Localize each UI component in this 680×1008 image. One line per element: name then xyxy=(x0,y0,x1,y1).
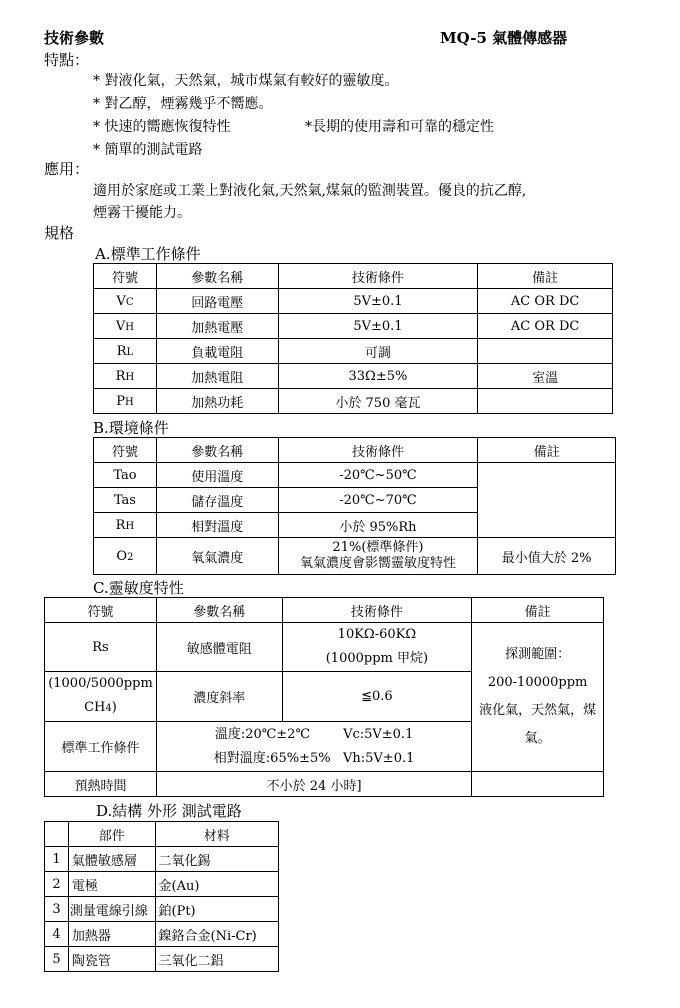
symbol-cell: O2 xyxy=(94,538,157,575)
symbol-cell: VH xyxy=(94,314,157,339)
feature-item: * 對乙醇，煙霧幾乎不嚮應。 xyxy=(93,96,273,112)
table-row xyxy=(94,463,616,488)
row-number: 3 xyxy=(45,897,69,922)
param-cell: 儲存溫度 xyxy=(156,488,278,513)
condition-cell: 10KΩ-60KΩ (1000ppm 甲烷) xyxy=(282,623,472,672)
symbol-cell: VC xyxy=(94,289,157,314)
param-cell: 使用溫度 xyxy=(156,463,278,488)
section-title: 技術參數 xyxy=(44,29,105,47)
col-header: 符號 xyxy=(94,438,157,463)
condition-cell: 5V±0.1 xyxy=(278,289,478,314)
note-cell xyxy=(478,463,616,538)
material-cell: 金(Au) xyxy=(155,872,279,897)
col-header: 部件 xyxy=(68,822,155,847)
table-row xyxy=(94,538,616,575)
note-cell xyxy=(478,339,613,364)
condition-cell: 不小於 24 小時] xyxy=(156,772,471,797)
symbol-cell: Rs xyxy=(45,623,157,672)
symbol-cell: 預熱時間 xyxy=(45,772,157,797)
col-header: 技術條件 xyxy=(278,264,478,289)
table-a-title: A.標準工作條件 xyxy=(95,245,201,263)
sensor-title: MQ-5 氣體傳感器 xyxy=(440,29,568,47)
col-header: 備註 xyxy=(478,438,616,463)
table-header xyxy=(45,822,279,847)
condition-cell: ≦0.6 xyxy=(282,672,472,722)
feature-item: *長期的使用壽和可靠的穩定性 xyxy=(305,119,494,135)
material-cell: 鉑(Pt) xyxy=(155,897,279,922)
param-cell: 敏感體電阻 xyxy=(156,623,282,672)
row-number: 5 xyxy=(45,947,69,972)
feature-item: * 簡單的測試電路 xyxy=(93,142,203,158)
table-row xyxy=(94,389,613,414)
col-header: 符號 xyxy=(94,264,157,289)
table-header xyxy=(45,598,604,623)
symbol-cell: PH xyxy=(94,389,157,414)
condition-cell: -20℃~50℃ xyxy=(278,463,478,488)
symbol-cell: Tao xyxy=(94,463,157,488)
note-cell: AC OR DC xyxy=(478,314,613,339)
table-header xyxy=(94,264,613,289)
table-row xyxy=(94,364,613,389)
note-cell: 室溫 xyxy=(478,364,613,389)
table-b-title: B.環境條件 xyxy=(93,419,169,437)
param-cell: 相對溫度 xyxy=(156,513,278,538)
table-b xyxy=(93,437,616,575)
table-c xyxy=(44,597,604,797)
col-header: 參數名稱 xyxy=(156,264,278,289)
material-cell: 鎳鉻合金(Ni-Cr) xyxy=(155,922,279,947)
symbol-cell: RH xyxy=(94,513,157,538)
symbol-cell: Tas xyxy=(94,488,157,513)
part-cell: 測量電線引線 xyxy=(68,897,155,922)
table-a xyxy=(93,263,613,414)
condition-cell: 小於 95%Rh xyxy=(278,513,478,538)
part-cell: 加熱器 xyxy=(68,922,155,947)
note-cell: 最小值大於 2% xyxy=(478,538,616,575)
param-cell: 回路電壓 xyxy=(156,289,278,314)
table-row xyxy=(94,314,613,339)
condition-cell: 可調 xyxy=(278,339,478,364)
part-cell: 電極 xyxy=(68,872,155,897)
row-number: 4 xyxy=(45,922,69,947)
table-row xyxy=(45,947,279,972)
table-row xyxy=(45,847,279,872)
condition-cell: 小於 750 毫瓦 xyxy=(278,389,478,414)
param-cell: 負載電阻 xyxy=(156,339,278,364)
feature-item: * 對液化氣，天然氣，城市煤氣有較好的靈敏度。 xyxy=(93,73,399,89)
param-cell: 加熱電壓 xyxy=(156,314,278,339)
spec-label: 規格 xyxy=(44,224,75,242)
col-header: 備註 xyxy=(472,598,604,623)
symbol-cell: (1000/5000ppm CH4) xyxy=(45,672,157,722)
material-cell: 三氧化二鋁 xyxy=(155,947,279,972)
param-cell: 加熱電阻 xyxy=(156,364,278,389)
table-row xyxy=(94,339,613,364)
part-cell: 陶瓷管 xyxy=(68,947,155,972)
feature-item: * 快速的嚮應恢復特性 xyxy=(93,119,231,135)
table-d xyxy=(44,821,279,972)
col-header: 技術條件 xyxy=(278,438,478,463)
col-header: 符號 xyxy=(45,598,157,623)
features-label: 特點： xyxy=(44,51,90,69)
application-label: 應用： xyxy=(44,160,90,178)
condition-cell: -20℃~70℃ xyxy=(278,488,478,513)
param-cell: 加熱功耗 xyxy=(156,389,278,414)
table-c-title: C.靈敏度特性 xyxy=(93,579,184,597)
material-cell: 二氧化錫 xyxy=(155,847,279,872)
part-cell: 氣體敏感層 xyxy=(68,847,155,872)
table-row xyxy=(45,772,604,797)
table-header xyxy=(94,438,616,463)
table-row xyxy=(45,623,604,672)
param-cell: 濃度斜率 xyxy=(156,672,282,722)
symbol-cell: RH xyxy=(94,364,157,389)
col-header: 參數名稱 xyxy=(156,438,278,463)
note-cell: AC OR DC xyxy=(478,289,613,314)
table-row xyxy=(45,897,279,922)
col-header: 技術條件 xyxy=(282,598,472,623)
condition-cell: 5V±0.1 xyxy=(278,314,478,339)
param-cell: 氧氣濃度 xyxy=(156,538,278,575)
table-row xyxy=(45,872,279,897)
row-number: 2 xyxy=(45,872,69,897)
condition-cell: 21%(標準條件) 氧氣濃度會影嚮靈敏度特性 xyxy=(278,538,478,575)
application-text: 適用於家庭或工業上對液化氣,天然氣,煤氣的監測裝置。優良的抗乙醇, xyxy=(93,183,527,199)
note-cell xyxy=(478,389,613,414)
note-cell xyxy=(472,772,604,797)
symbol-cell: RL xyxy=(94,339,157,364)
row-number: 1 xyxy=(45,847,69,872)
note-cell: 探測範圍： 200-10000ppm 液化氣，天然氣，煤氣。 xyxy=(472,623,604,772)
table-row xyxy=(94,289,613,314)
condition-cell: 33Ω±5% xyxy=(278,364,478,389)
col-header: 材料 xyxy=(155,822,279,847)
table-row xyxy=(45,922,279,947)
table-d-title: D.結構 外形 測試電路 xyxy=(96,802,242,820)
col-header: 備註 xyxy=(478,264,613,289)
col-header: 參數名稱 xyxy=(156,598,282,623)
application-text: 煙霧干擾能力。 xyxy=(93,205,191,221)
condition-cell: 溫度:20℃±2℃ Vc:5V±0.1 相對溫度:65%±5% Vh:5V±0.1 xyxy=(156,722,471,772)
symbol-cell: 標準工作條件 xyxy=(45,722,157,772)
